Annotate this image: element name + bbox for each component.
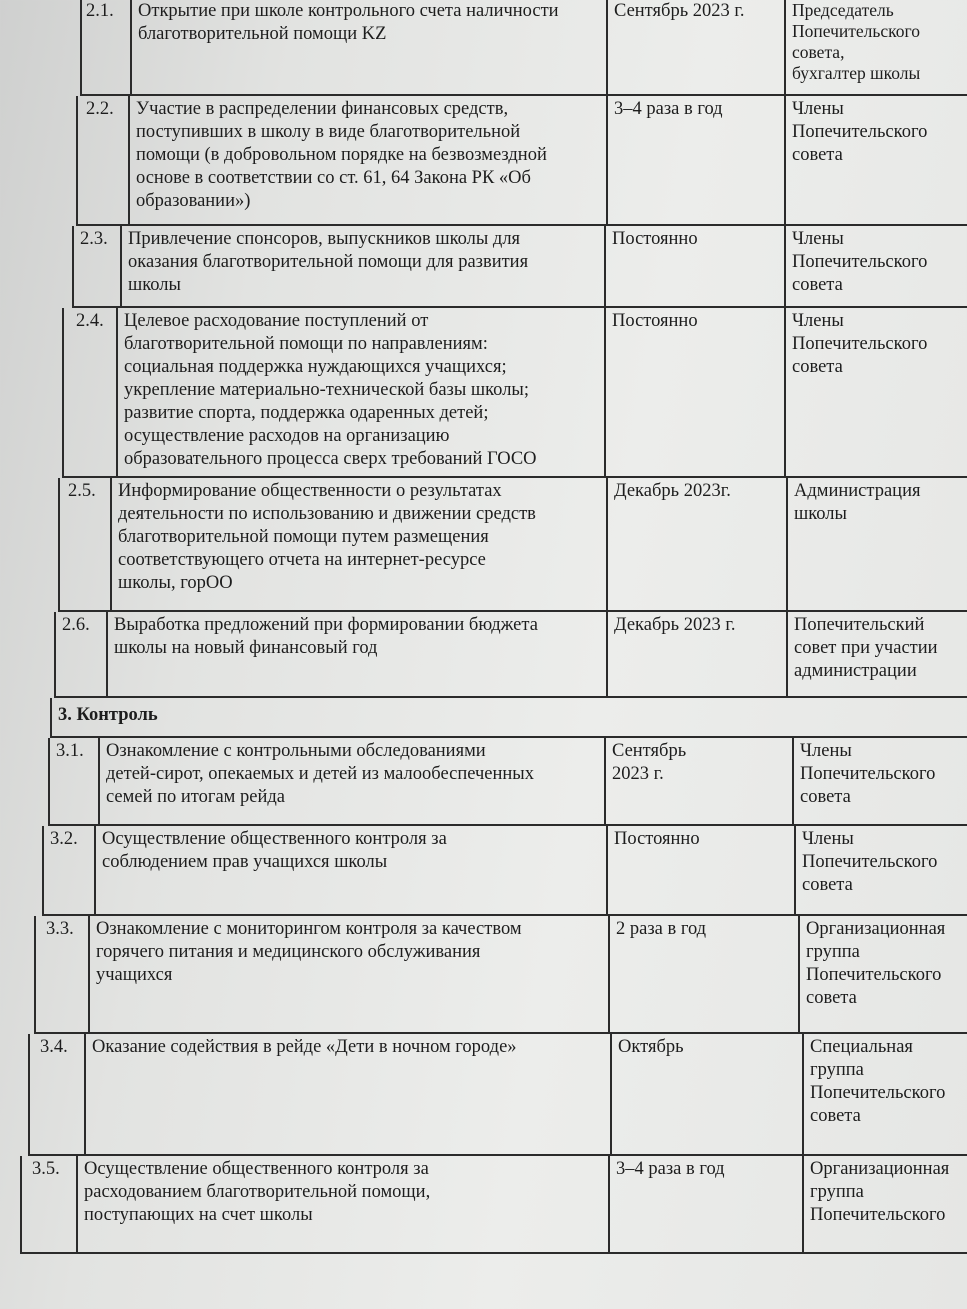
table-row — [80, 0, 967, 96]
table-row — [28, 1034, 967, 1156]
row-number: 3.5. — [32, 1159, 60, 1179]
row-activity: Участие в распределении финансовых средств, поступивших в школу в виде благотворительной помощи (в добровольном порядке на безвозмездной основе в соответствии со ст. 61, 64 Закона РК «Об образовании») — [128, 96, 606, 224]
row-activity: Оказание содействия в рейде «Дети в ночном городе» — [84, 1034, 612, 1154]
row-number: 2.4. — [76, 311, 104, 331]
table-row — [76, 96, 967, 226]
row-term: Сентябрь 2023 г. — [604, 738, 794, 824]
row-activity: Целевое расходование поступлений от благотворительной помощи по направлениям: социальная поддержка нуждающихся учащихся; укрепление материально-технической базы школы; развитие спорта, поддержка одаренных детей; осуществление расходов на организацию образовательного процесса сверх требований ГОСО — [116, 308, 606, 476]
row-activity: Открытие при школе контрольного счета наличности благотворительной помощи KZ — [130, 0, 608, 94]
row-number: 2.3. — [80, 229, 108, 249]
table-row — [58, 478, 967, 612]
row-responsible: Члены Попечительского совета — [784, 308, 967, 476]
row-term: 3–4 раза в год — [606, 96, 786, 224]
row-number: 2.6. — [62, 615, 90, 635]
row-activity: Осуществление общественного контроля за расходованием благотворительной помощи, поступающих на счет школы — [76, 1156, 610, 1252]
row-term: Декабрь 2023г. — [606, 478, 788, 610]
row-number: 3.4. — [40, 1037, 68, 1057]
row-responsible: Члены Попечительского совета — [784, 226, 967, 306]
row-term: Постоянно — [604, 226, 786, 306]
row-activity: Ознакомление с мониторингом контроля за качеством горячего питания и медицинского обслуживания учащихся — [88, 916, 610, 1032]
table-row — [42, 826, 967, 916]
table-row — [72, 226, 967, 308]
row-activity: Выработка предложений при формировании бюджета школы на новый финансовый год — [106, 612, 608, 696]
row-number: 3.3. — [46, 919, 74, 939]
row-term: 3–4 раза в год — [608, 1156, 804, 1252]
row-number: 2.1. — [86, 1, 114, 21]
row-responsible: Члены Попечительского совета — [794, 826, 967, 914]
row-term: Постоянно — [606, 826, 796, 914]
table-row — [34, 916, 967, 1034]
row-term: 2 раза в год — [608, 916, 800, 1032]
row-activity: Привлечение спонсоров, выпускников школы для оказания благотворительной помощи для развития школы — [120, 226, 606, 306]
row-number: 2.2. — [86, 99, 114, 119]
row-responsible: Организационная группа Попечительского совета — [798, 916, 967, 1032]
row-responsible: Специальная группа Попечительского совета — [802, 1034, 967, 1154]
row-responsible: Члены Попечительского совета — [792, 738, 967, 824]
row-activity: Информирование общественности о результатах деятельности по использованию и движении средств благотворительной помощи путем размещения соответствующего отчета на интернет-ресурсе школы, горОО — [110, 478, 608, 610]
table-row — [20, 1156, 967, 1254]
row-responsible: Администрация школы — [786, 478, 967, 610]
row-term: Октябрь — [610, 1034, 804, 1154]
table-row — [48, 738, 967, 826]
row-number: 3.2. — [50, 829, 78, 849]
row-activity: Ознакомление с контрольными обследованиями детей-сирот, опекаемых и детей из малообеспеченных семей по итогам рейда — [98, 738, 606, 824]
row-number: 2.5. — [68, 481, 96, 501]
row-responsible: Попечительский совет при участии администрации — [786, 612, 967, 696]
section-header: 3. Контроль — [50, 698, 967, 738]
row-term: Сентябрь 2023 г. — [606, 0, 786, 94]
row-responsible: Организационная группа Попечительского — [802, 1156, 967, 1252]
row-activity: Осуществление общественного контроля за соблюдением прав учащихся школы — [94, 826, 608, 914]
row-responsible: Члены Попечительского совета — [784, 96, 967, 224]
row-responsible: Председатель Попечительского совета, бухгалтер школы — [784, 0, 967, 94]
row-term: Декабрь 2023 г. — [606, 612, 788, 696]
row-number: 3.1. — [56, 741, 84, 761]
table-row — [62, 308, 967, 478]
table-row — [54, 612, 967, 698]
row-term: Постоянно — [604, 308, 786, 476]
